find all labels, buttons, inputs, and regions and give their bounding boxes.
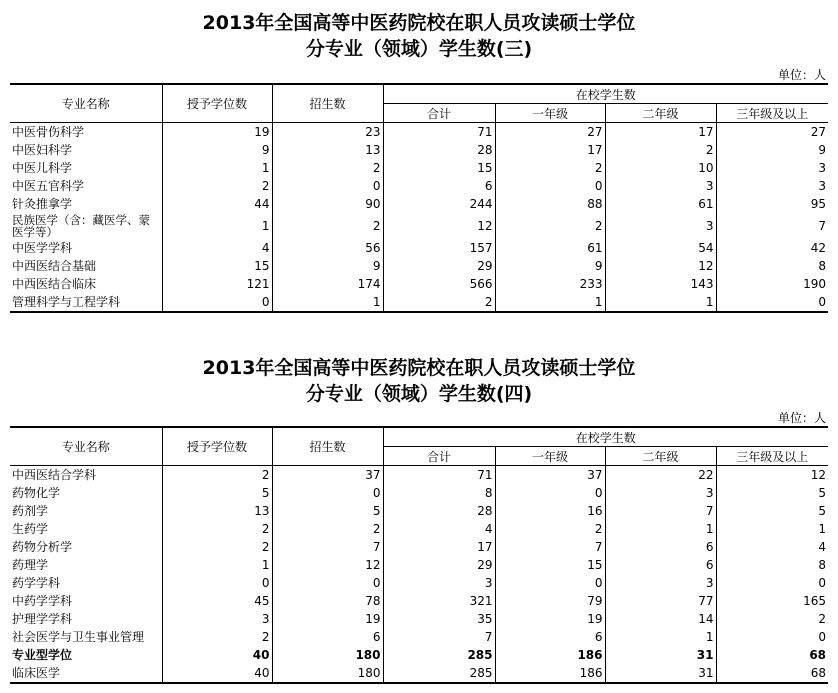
header-in-school: 在校学生数 <box>383 84 828 104</box>
year2-cell: 3 <box>605 484 716 502</box>
year3plus-cell: 165 <box>716 592 828 610</box>
degree-cell: 2 <box>162 466 272 485</box>
year1-cell: 17 <box>495 141 605 159</box>
enroll-cell: 5 <box>272 502 383 520</box>
total-cell: 12 <box>383 213 495 239</box>
year2-cell: 54 <box>605 239 716 257</box>
total-cell: 7 <box>383 628 495 646</box>
degree-cell: 44 <box>162 195 272 213</box>
name-cell: 中医五官科学 <box>12 179 85 193</box>
year2-cell: 6 <box>605 538 716 556</box>
total-cell: 285 <box>383 664 495 683</box>
year2-cell: 61 <box>605 195 716 213</box>
year1-cell: 0 <box>495 574 605 592</box>
year1-cell: 9 <box>495 257 605 275</box>
header-enroll: 招生数 <box>272 84 383 123</box>
degree-cell: 2 <box>162 520 272 538</box>
year1-cell: 1 <box>495 293 605 312</box>
total-cell: 35 <box>383 610 495 628</box>
name-cell: 中西医结合临床 <box>12 277 97 291</box>
table-row <box>10 123 828 142</box>
total-cell: 71 <box>383 466 495 485</box>
year1-cell: 37 <box>495 466 605 485</box>
year1-cell: 0 <box>495 177 605 195</box>
year1-cell: 88 <box>495 195 605 213</box>
year3plus-cell: 0 <box>716 574 828 592</box>
year1-cell: 2 <box>495 520 605 538</box>
year3plus-cell: 3 <box>716 177 828 195</box>
total-cell: 15 <box>383 159 495 177</box>
name-cell: 管理科学与工程学科 <box>10 293 162 312</box>
degree-cell: 40 <box>162 646 272 664</box>
table-body-3 <box>10 123 828 313</box>
degree-cell: 3 <box>162 610 272 628</box>
year3plus-cell: 7 <box>716 213 828 239</box>
year2-cell: 3 <box>605 213 716 239</box>
unit-label: 单位：人 <box>777 68 826 82</box>
year3plus-cell: 8 <box>716 257 828 275</box>
header-year2: 二年级 <box>605 104 716 123</box>
degree-cell: 45 <box>162 592 272 610</box>
total-cell: 566 <box>383 275 495 293</box>
degree-cell: 2 <box>162 538 272 556</box>
year1-cell: 2 <box>495 159 605 177</box>
degree-cell: 0 <box>162 293 272 312</box>
total-cell: 2 <box>383 293 495 312</box>
table-row <box>10 293 828 312</box>
data-table-4 <box>10 426 828 684</box>
name-cell: 中医妇科学 <box>12 143 73 157</box>
table-title-line1: 2013年全国高等中医药院校在职人员攻读硕士学位 <box>202 12 636 34</box>
year1-cell: 7 <box>495 538 605 556</box>
total-cell: 321 <box>383 592 495 610</box>
year2-cell: 22 <box>605 466 716 485</box>
year2-cell: 31 <box>605 664 716 683</box>
enroll-cell: 19 <box>272 610 383 628</box>
year3plus-cell: 2 <box>716 610 828 628</box>
year3plus-cell: 9 <box>716 141 828 159</box>
enroll-cell: 180 <box>272 646 383 664</box>
degree-cell: 121 <box>162 275 272 293</box>
table-row <box>10 664 828 683</box>
header-degree: 授予学位数 <box>162 84 272 123</box>
enroll-cell: 1 <box>272 293 383 312</box>
table-row <box>10 646 828 664</box>
year3plus-cell: 68 <box>716 646 828 664</box>
year1-cell: 0 <box>495 484 605 502</box>
table-row <box>10 484 828 502</box>
enroll-cell: 2 <box>272 159 383 177</box>
table-row <box>10 556 828 574</box>
year2-cell: 1 <box>605 520 716 538</box>
enroll-cell: 56 <box>272 239 383 257</box>
table-row <box>10 502 828 520</box>
header-degree: 授予学位数 <box>162 427 272 466</box>
enroll-cell: 0 <box>272 177 383 195</box>
degree-cell: 40 <box>162 664 272 683</box>
total-cell: 3 <box>383 574 495 592</box>
year2-cell: 7 <box>605 502 716 520</box>
header-year3plus: 三年级及以上 <box>716 104 828 123</box>
year3plus-cell: 0 <box>716 628 828 646</box>
name-cell: 中西医结合基础 <box>12 259 97 273</box>
name-cell: 针灸推拿学 <box>12 197 73 211</box>
year1-cell: 16 <box>495 502 605 520</box>
name-cell: 临床医学 <box>10 664 162 683</box>
name-cell: 专业型学位 <box>12 648 73 662</box>
year3plus-cell: 8 <box>716 556 828 574</box>
data-table-3 <box>10 83 828 313</box>
enroll-cell: 6 <box>272 628 383 646</box>
year1-cell: 186 <box>495 664 605 683</box>
enroll-cell: 37 <box>272 466 383 485</box>
total-cell: 6 <box>383 177 495 195</box>
header-year1: 一年级 <box>495 104 605 123</box>
table-row <box>10 177 828 195</box>
name-cell: 药物分析学 <box>12 540 73 554</box>
enroll-cell: 2 <box>272 213 383 239</box>
total-cell: 28 <box>383 502 495 520</box>
enroll-cell: 23 <box>272 123 383 142</box>
header-total: 合计 <box>383 104 495 123</box>
name-cell: 中医儿科学 <box>12 161 73 175</box>
total-cell: 157 <box>383 239 495 257</box>
name-cell: 中西医结合学科 <box>12 468 97 482</box>
table-row <box>10 141 828 159</box>
header-year1: 一年级 <box>495 447 605 466</box>
name-cell: 药学学科 <box>12 576 61 590</box>
table-row <box>10 257 828 275</box>
total-cell: 17 <box>383 538 495 556</box>
degree-cell: 4 <box>162 239 272 257</box>
enroll-cell: 12 <box>272 556 383 574</box>
year2-cell: 77 <box>605 592 716 610</box>
year3plus-cell: 27 <box>716 123 828 142</box>
table-row <box>10 239 828 257</box>
total-cell: 244 <box>383 195 495 213</box>
enroll-cell: 9 <box>272 257 383 275</box>
degree-cell: 0 <box>162 574 272 592</box>
degree-cell: 2 <box>162 177 272 195</box>
enroll-cell: 7 <box>272 538 383 556</box>
header-total: 合计 <box>383 447 495 466</box>
enroll-cell: 180 <box>272 664 383 683</box>
name-cell: 药物化学 <box>12 486 61 500</box>
total-cell: 4 <box>383 520 495 538</box>
degree-cell: 1 <box>162 213 272 239</box>
year2-cell: 2 <box>605 141 716 159</box>
header-name: 专业名称 <box>10 427 162 466</box>
year3plus-cell: 95 <box>716 195 828 213</box>
year2-cell: 3 <box>605 177 716 195</box>
table-row <box>10 610 828 628</box>
table-row <box>10 159 828 177</box>
year1-cell: 233 <box>495 275 605 293</box>
year1-cell: 79 <box>495 592 605 610</box>
name-cell: 中药学学科 <box>12 594 73 608</box>
table-row <box>10 574 828 592</box>
degree-cell: 5 <box>162 484 272 502</box>
enroll-cell: 0 <box>272 484 383 502</box>
year3plus-cell: 5 <box>716 502 828 520</box>
year3plus-cell: 42 <box>716 239 828 257</box>
header-in-school: 在校学生数 <box>383 427 828 447</box>
total-cell: 285 <box>383 646 495 664</box>
table-row <box>10 520 828 538</box>
year1-cell: 6 <box>495 628 605 646</box>
total-cell: 71 <box>383 123 495 142</box>
year3plus-cell: 5 <box>716 484 828 502</box>
degree-cell: 9 <box>162 141 272 159</box>
header-year2: 二年级 <box>605 447 716 466</box>
table-section-3 <box>0 10 838 309</box>
name-cell: 中医骨伤科学 <box>12 125 85 139</box>
table-row <box>10 213 828 239</box>
year3plus-cell: 1 <box>716 520 828 538</box>
year3plus-cell: 68 <box>716 664 828 683</box>
name-cell: 药剂学 <box>12 504 49 518</box>
degree-cell: 1 <box>162 556 272 574</box>
year2-cell: 17 <box>605 123 716 142</box>
table-title-line2: 分专业（领域）学生数(三) <box>305 38 533 60</box>
header-name: 专业名称 <box>10 84 162 123</box>
year3plus-cell: 4 <box>716 538 828 556</box>
year2-cell: 1 <box>605 293 716 312</box>
degree-cell: 1 <box>162 159 272 177</box>
year2-cell: 3 <box>605 574 716 592</box>
header-enroll: 招生数 <box>272 427 383 466</box>
header-year3plus: 三年级及以上 <box>716 447 828 466</box>
table-section-4 <box>0 355 838 680</box>
year1-cell: 27 <box>495 123 605 142</box>
degree-cell: 2 <box>162 628 272 646</box>
enroll-cell: 90 <box>272 195 383 213</box>
year2-cell: 1 <box>605 628 716 646</box>
year2-cell: 12 <box>605 257 716 275</box>
year2-cell: 10 <box>605 159 716 177</box>
table-row <box>10 538 828 556</box>
name-cell: 社会医学与卫生事业管理 <box>12 630 145 644</box>
table-title-line1: 2013年全国高等中医药院校在职人员攻读硕士学位 <box>202 357 636 379</box>
name-cell: 中医学学科 <box>12 241 73 255</box>
enroll-cell: 2 <box>272 520 383 538</box>
year1-cell: 61 <box>495 239 605 257</box>
year2-cell: 143 <box>605 275 716 293</box>
year2-cell: 31 <box>605 646 716 664</box>
unit-label: 单位：人 <box>777 411 826 425</box>
year3plus-cell: 12 <box>716 466 828 485</box>
enroll-cell: 13 <box>272 141 383 159</box>
total-cell: 8 <box>383 484 495 502</box>
table-row <box>10 275 828 293</box>
enroll-cell: 0 <box>272 574 383 592</box>
degree-cell: 19 <box>162 123 272 142</box>
name-cell: 药理学 <box>12 558 49 572</box>
year1-cell: 19 <box>495 610 605 628</box>
table-body-4 <box>10 466 828 684</box>
table-row <box>10 592 828 610</box>
degree-cell: 13 <box>162 502 272 520</box>
name-cell: 生药学 <box>12 522 49 536</box>
degree-cell: 15 <box>162 257 272 275</box>
year1-cell: 186 <box>495 646 605 664</box>
table-row <box>10 628 828 646</box>
name-cell: 护理学学科 <box>12 612 73 626</box>
year3plus-cell: 0 <box>716 293 828 312</box>
total-cell: 29 <box>383 556 495 574</box>
year3plus-cell: 190 <box>716 275 828 293</box>
table-title-line2: 分专业（领域）学生数(四) <box>305 383 533 405</box>
year2-cell: 14 <box>605 610 716 628</box>
year1-cell: 15 <box>495 556 605 574</box>
enroll-cell: 174 <box>272 275 383 293</box>
year2-cell: 6 <box>605 556 716 574</box>
enroll-cell: 78 <box>272 592 383 610</box>
year1-cell: 2 <box>495 213 605 239</box>
table-row <box>10 466 828 485</box>
name-cell: 民族医学（含：藏医学、蒙医学等） <box>12 213 150 239</box>
year3plus-cell: 3 <box>716 159 828 177</box>
table-row <box>10 195 828 213</box>
total-cell: 29 <box>383 257 495 275</box>
total-cell: 28 <box>383 141 495 159</box>
